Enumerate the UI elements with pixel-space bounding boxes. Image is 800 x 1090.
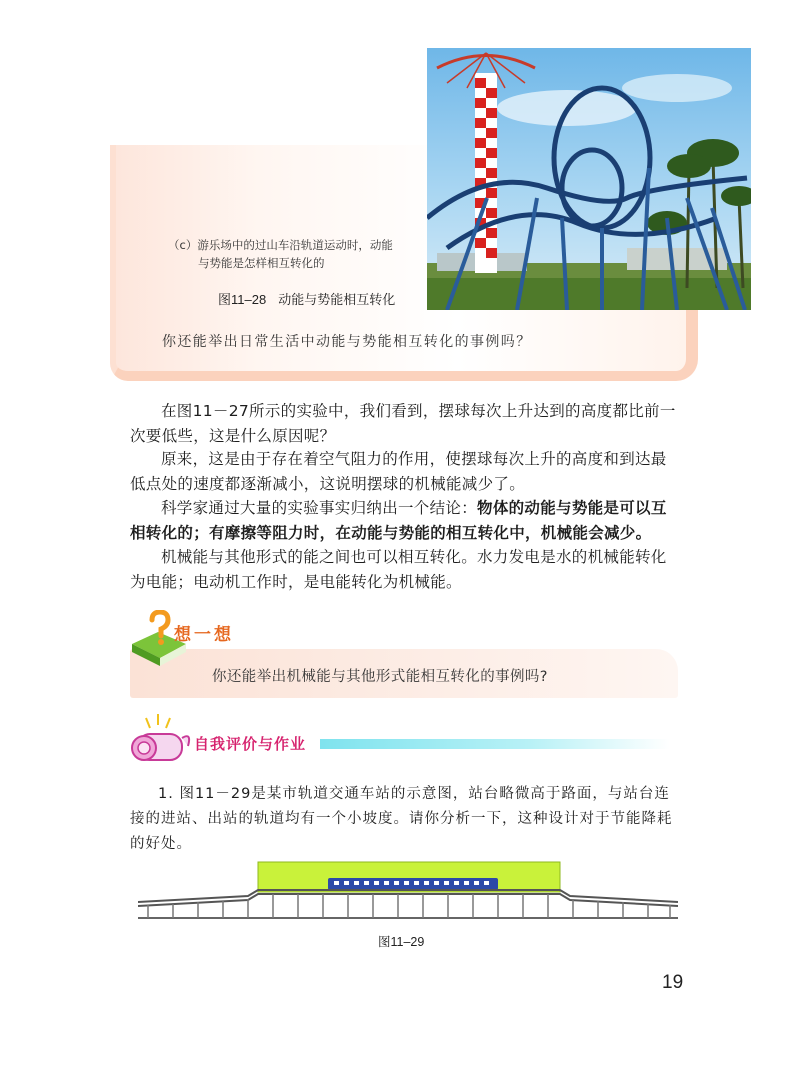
caption-c-line2: 与势能是怎样相互转化的 xyxy=(198,256,325,270)
paragraph-3 xyxy=(130,496,682,545)
figure-28-caption xyxy=(218,289,395,308)
paragraph-3-normal: 科学家通过大量的实验事实归纳出一个结论： xyxy=(161,499,478,517)
page-number: 19 xyxy=(662,972,684,993)
station-diagram xyxy=(138,860,678,922)
caption-c-line1: （c）游乐场中的过山车沿轨道运动时，动能 xyxy=(168,238,393,252)
paragraph-4: 机械能与其他形式的能之间也可以相互转化。水力发电是水的机械能转化为电能；电动机工作时，是电能转化为机械能。 xyxy=(130,548,667,591)
think-title: 想一想 xyxy=(174,625,234,645)
homework-item-1: 1. 图11－29是某市轨道交通车站的示意图，站台略微高于路面，与站台连接的进站、出站的轨道均有一个小坡度。请你分析一下，这种设计对于节能降耗的好处。 xyxy=(130,786,673,852)
paragraph-1: 在图11－27所示的实验中，我们看到，摆球每次上升达到的高度都比前一次要低些，这是什么原因呢？ xyxy=(130,402,676,445)
paragraph-2: 原来，这是由于存在着空气阻力的作用，使摆球每次上升的高度和到达最低点处的速度都逐渐减小，这说明摆球的机械能减少了。 xyxy=(130,450,667,493)
figure-29-label: 图11–29 xyxy=(378,935,425,949)
roller-coaster-photo xyxy=(427,48,751,310)
think-question: 你还能举出机械能与其他形式能相互转化的事例吗? xyxy=(212,669,548,685)
self-eval-band xyxy=(320,739,670,749)
self-eval-title: 自我评价与作业 xyxy=(194,735,307,753)
figure-28-title: 动能与势能相互转化 xyxy=(278,293,396,308)
roller-coaster-illustration xyxy=(427,48,751,310)
scroll-icon xyxy=(128,712,196,772)
figure-28-label: 图11–28 xyxy=(218,292,267,307)
figure-caption-c xyxy=(168,236,428,272)
paragraph-3-conclusion: 物体的动能与势能是可以互相转化的；有摩擦等阻力时，在动能与势能的相互转化中，机械能会减少。 xyxy=(130,499,667,542)
figure-28-question: 你还能举出日常生活中动能与势能相互转化的事例吗？ xyxy=(162,334,532,350)
